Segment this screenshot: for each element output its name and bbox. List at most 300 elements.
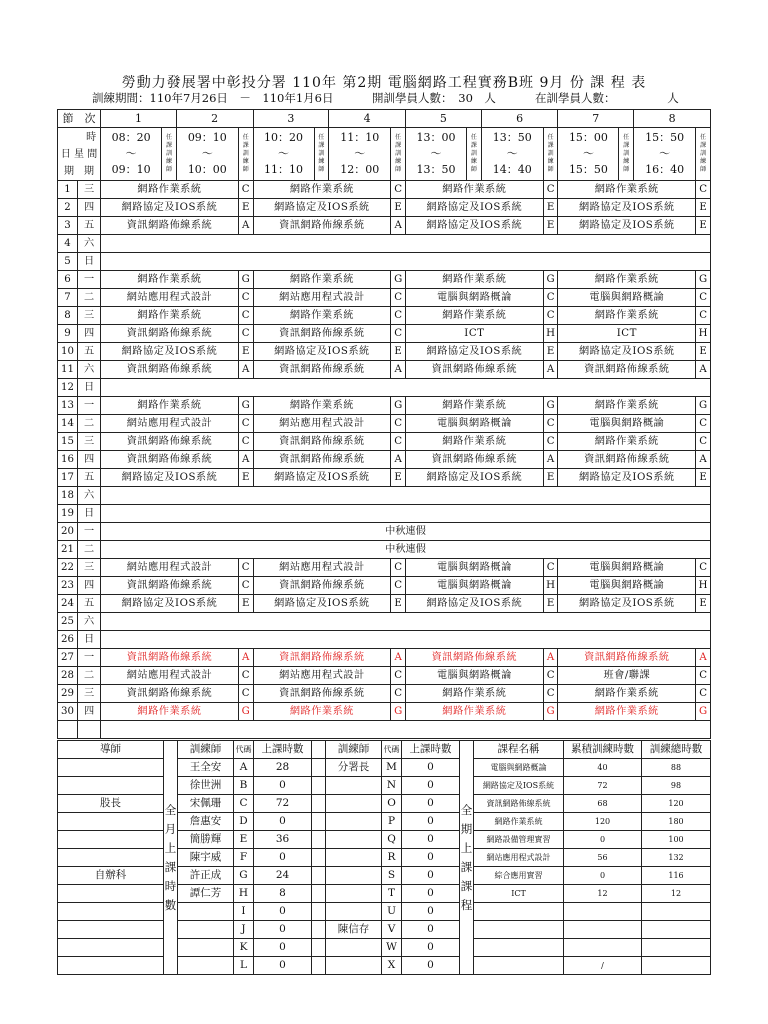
trainer-hours: 24	[254, 867, 312, 885]
cum-header: 累積訓練時數	[564, 741, 642, 759]
trainer-code-b: X	[382, 957, 402, 975]
left-empty-cell	[58, 921, 164, 939]
period-tilde: ～	[659, 147, 671, 160]
left-empty-cell	[58, 849, 164, 867]
subject-cell: 網路協定及IOS系統	[406, 217, 544, 235]
subject-cell: 資訊網路佈線系統	[101, 451, 239, 469]
course-cum-hours: 40	[564, 759, 642, 777]
trainer-hours: 0	[254, 813, 312, 831]
trainer-code-cell: C	[696, 307, 711, 325]
weekday-cell: 三	[77, 559, 100, 577]
trainer-code-cell: C	[543, 433, 558, 451]
subject-cell: 網路協定及IOS系統	[558, 469, 696, 487]
table-row	[58, 595, 711, 613]
day-cell: 7	[58, 289, 78, 307]
trainer-code: F	[234, 849, 254, 867]
trainer-hours: 0	[254, 903, 312, 921]
weekday-cell: 日	[77, 379, 100, 397]
trainer-name: 徐世洲	[178, 777, 234, 795]
period-end: 09：10	[111, 163, 151, 176]
trainer-code-cell: C	[696, 433, 711, 451]
trainer-code-cell: G	[238, 271, 253, 289]
subject-cell: 網路協定及IOS系統	[253, 469, 391, 487]
spacer-cell	[312, 831, 326, 849]
subject-cell: 電腦與網路概論	[558, 289, 696, 307]
subject-cell: 網路協定及IOS系統	[101, 199, 239, 217]
spacer-cell	[312, 795, 326, 813]
period-end: 12：00	[340, 163, 380, 176]
course-total-hours: 120	[642, 795, 711, 813]
summary-row	[58, 867, 711, 885]
trainer-code-cell: H	[543, 577, 558, 595]
summary-row	[58, 939, 711, 957]
table-row	[58, 577, 711, 595]
course-total-hours	[642, 903, 711, 921]
trainer-code-cell: C	[696, 667, 711, 685]
summary-row	[58, 957, 711, 975]
course-name: 網路協定及IOS系統	[474, 777, 564, 795]
period-start: 13：50	[492, 131, 532, 144]
subject-cell: 網路作業系統	[101, 307, 239, 325]
day-cell: 20	[58, 523, 78, 541]
table-row	[58, 433, 711, 451]
trainer-hours-b: 0	[402, 813, 460, 831]
table-row	[58, 721, 711, 739]
trainer-header-b: 訓練師	[326, 741, 382, 759]
subject-cell: 資訊網路佈線系統	[101, 649, 239, 667]
empty-cell	[101, 487, 711, 505]
trainer-code: D	[234, 813, 254, 831]
trainer-header: 訓練師	[178, 741, 234, 759]
trainer-code-cell: E	[238, 343, 253, 361]
period-time	[101, 128, 162, 181]
day-cell: 6	[58, 271, 78, 289]
trainer-code-b: Q	[382, 831, 402, 849]
spacer-cell	[312, 921, 326, 939]
trainer-code-cell: A	[543, 451, 558, 469]
trainer-code-cell: C	[696, 559, 711, 577]
subject-cell: 資訊網路佈線系統	[101, 685, 239, 703]
trainer-code-cell: G	[391, 703, 406, 721]
trainer-name-b	[326, 813, 382, 831]
course-cum-hours: 0	[564, 831, 642, 849]
subject-cell: 資訊網路佈線系統	[253, 649, 391, 667]
course-total-hours: 12	[642, 885, 711, 903]
period-number: 6	[481, 110, 558, 128]
trainer-name-b	[326, 885, 382, 903]
trainer-code-cell: C	[238, 307, 253, 325]
spacer-cell	[312, 867, 326, 885]
left-empty-cell	[58, 957, 164, 975]
subject-cell: 資訊網路佈線系統	[253, 685, 391, 703]
trainer-code-b: S	[382, 867, 402, 885]
day-cell: 26	[58, 631, 78, 649]
empty-cell	[101, 253, 711, 271]
holiday-cell: 中秋連假	[101, 523, 711, 541]
subject-cell: 資訊網路佈線系統	[101, 433, 239, 451]
course-name: 網站應用程式設計	[474, 849, 564, 867]
trainer-code-header	[162, 128, 177, 181]
empty-cell	[101, 631, 711, 649]
table-row	[58, 235, 711, 253]
trainer-name: 宋佩珊	[178, 795, 234, 813]
subject-cell: 資訊網路佈線系統	[406, 649, 544, 667]
trainer-hours-b: 0	[402, 939, 460, 957]
subject-cell: 網路協定及IOS系統	[558, 199, 696, 217]
trainer-code-cell: E	[391, 199, 406, 217]
table-row	[58, 505, 711, 523]
trainer-code-cell: E	[543, 199, 558, 217]
subject-cell: 網路作業系統	[406, 703, 544, 721]
trainer-code-b: U	[382, 903, 402, 921]
day-cell: 2	[58, 199, 78, 217]
course-cum-hours	[564, 939, 642, 957]
subject-cell: 網路作業系統	[558, 307, 696, 325]
trainer-code: K	[234, 939, 254, 957]
subject-cell: 網路作業系統	[406, 433, 544, 451]
course-name	[474, 957, 564, 975]
trainer-code-b: O	[382, 795, 402, 813]
trainer-code-cell: C	[543, 415, 558, 433]
weekday-cell: 日	[77, 631, 100, 649]
weekday-cell: 二	[77, 667, 100, 685]
trainer-code-header	[619, 128, 634, 181]
course-name: 網路作業系統	[474, 813, 564, 831]
trainer-code-cell: A	[391, 361, 406, 379]
subject-cell: 資訊網路佈線系統	[253, 451, 391, 469]
trainer-code-cell: A	[543, 649, 558, 667]
weekday-cell: 三	[77, 433, 100, 451]
trainer-hours: 0	[254, 921, 312, 939]
period-start: 13：00	[416, 131, 456, 144]
trainer-code-cell: E	[238, 595, 253, 613]
summary-row	[58, 849, 711, 867]
summary-row	[58, 921, 711, 939]
subject-cell: 網路作業系統	[253, 271, 391, 289]
trainer-name: 王全安	[178, 759, 234, 777]
trainer-code-cell: G	[696, 271, 711, 289]
day-cell: 14	[58, 415, 78, 433]
trainer-code-cell: E	[238, 469, 253, 487]
trainer-code: B	[234, 777, 254, 795]
subject-cell: 資訊網路佈線系統	[253, 361, 391, 379]
subject-cell: 網站應用程式設計	[253, 559, 391, 577]
summary-row	[58, 813, 711, 831]
period-end: 16：40	[645, 163, 685, 176]
day-cell: 1	[58, 181, 78, 199]
subject-cell: ICT	[558, 325, 696, 343]
trainer-name-b: 分署長	[326, 759, 382, 777]
schedule-table	[57, 109, 711, 739]
trainer-code-cell: C	[391, 685, 406, 703]
training-period: 訓練期間：110年7月26日 － 110年1月6日	[92, 91, 334, 105]
weekday-cell: 四	[77, 451, 100, 469]
day-cell: 29	[58, 685, 78, 703]
subject-cell: 網站應用程式設計	[101, 559, 239, 577]
trainer-code-cell: E	[543, 595, 558, 613]
trainer-code-b: R	[382, 849, 402, 867]
weekday-cell	[77, 721, 100, 739]
weekday-cell: 五	[77, 217, 100, 235]
trainer-code-b: T	[382, 885, 402, 903]
period-time	[634, 128, 696, 181]
trainer-code-cell: C	[238, 433, 253, 451]
trainer-code-b: N	[382, 777, 402, 795]
left-empty-cell	[58, 885, 164, 903]
header-label-rixingjian: 日 星 間	[60, 148, 98, 160]
period-time	[253, 128, 314, 181]
empty-cell	[101, 379, 711, 397]
trainer-code-cell: C	[238, 685, 253, 703]
trainer-code-label: 任課訓練師	[242, 134, 249, 173]
subject-cell: 網站應用程式設計	[253, 415, 391, 433]
trainer-code-header	[391, 128, 406, 181]
trainer-code-cell: H	[543, 325, 558, 343]
period-start: 15：00	[568, 131, 608, 144]
day-cell: 25	[58, 613, 78, 631]
subject-cell: 資訊網路佈線系統	[253, 217, 391, 235]
trainer-hours-b: 0	[402, 759, 460, 777]
day-cell: 10	[58, 343, 78, 361]
course-name	[474, 921, 564, 939]
subject-cell: 資訊網路佈線系統	[101, 325, 239, 343]
trainer-code: C	[234, 795, 254, 813]
trainer-hours: 8	[254, 885, 312, 903]
left-empty-cell	[58, 777, 164, 795]
trainer-code-cell: A	[238, 361, 253, 379]
table-row	[58, 649, 711, 667]
table-row	[58, 271, 711, 289]
trainer-hours-b: 0	[402, 831, 460, 849]
day-cell: 11	[58, 361, 78, 379]
weekday-cell: 日	[77, 505, 100, 523]
subject-cell: 資訊網路佈線系統	[558, 361, 696, 379]
subject-cell: 網路作業系統	[406, 181, 544, 199]
subject-cell: 網路作業系統	[101, 271, 239, 289]
subject-cell: 網路作業系統	[406, 307, 544, 325]
weekday-cell: 二	[77, 541, 100, 559]
trainer-code-cell: E	[543, 343, 558, 361]
table-row	[58, 487, 711, 505]
trainer-code-cell: A	[391, 451, 406, 469]
trainer-code-cell: C	[391, 667, 406, 685]
current-student-count: 在訓學員人數： 人	[535, 91, 679, 105]
period-course-label: 全期上課課程	[460, 741, 474, 975]
course-total-hours: 100	[642, 831, 711, 849]
trainer-code-cell: H	[696, 325, 711, 343]
trainer-hours: 0	[254, 777, 312, 795]
subject-cell: 網路作業系統	[253, 397, 391, 415]
subject-cell: 網路協定及IOS系統	[253, 199, 391, 217]
trainer-code: I	[234, 903, 254, 921]
period-tilde: ～	[354, 147, 366, 160]
header-label-shi: 時	[86, 131, 97, 143]
day-cell	[58, 721, 78, 739]
trainer-code-cell: C	[696, 181, 711, 199]
subject-cell: 網路作業系統	[406, 397, 544, 415]
trainer-code-cell: A	[696, 361, 711, 379]
weekday-cell: 一	[77, 271, 100, 289]
course-total-hours: 88	[642, 759, 711, 777]
trainer-hours: 0	[254, 957, 312, 975]
trainer-hours-b: 0	[402, 921, 460, 939]
trainer-hours-b: 0	[402, 867, 460, 885]
subject-cell: 網路協定及IOS系統	[101, 469, 239, 487]
weekday-cell: 三	[77, 307, 100, 325]
day-cell: 18	[58, 487, 78, 505]
trainer-code-cell: E	[696, 469, 711, 487]
trainer-code: H	[234, 885, 254, 903]
period-number: 2	[176, 110, 253, 128]
summary-row	[58, 759, 711, 777]
trainer-code-label: 任課訓練師	[470, 134, 477, 173]
trainer-code: A	[234, 759, 254, 777]
table-row	[58, 415, 711, 433]
trainer-code-cell: G	[543, 703, 558, 721]
period-tilde: ～	[201, 147, 213, 160]
monitor-label: 股長	[58, 795, 164, 813]
subject-cell: 資訊網路佈線系統	[253, 433, 391, 451]
trainer-code-cell: C	[238, 667, 253, 685]
trainer-code-cell: A	[696, 649, 711, 667]
date-weekday-time-label	[58, 128, 101, 181]
course-name: 綜合應用實習	[474, 867, 564, 885]
subject-cell: 網站應用程式設計	[101, 415, 239, 433]
weekday-cell: 三	[77, 685, 100, 703]
day-cell: 21	[58, 541, 78, 559]
table-row	[58, 289, 711, 307]
course-total-hours: 132	[642, 849, 711, 867]
trainer-code-b: W	[382, 939, 402, 957]
empty-cell	[101, 505, 711, 523]
trainer-hours-b: 0	[402, 957, 460, 975]
day-cell: 30	[58, 703, 78, 721]
spacer-cell	[312, 939, 326, 957]
table-row	[58, 325, 711, 343]
period-end: 11：10	[264, 163, 304, 176]
table-row	[58, 469, 711, 487]
trainer-hours-b: 0	[402, 849, 460, 867]
trainer-code-cell: E	[696, 217, 711, 235]
weekday-cell: 三	[77, 181, 100, 199]
course-cum-hours: 72	[564, 777, 642, 795]
day-cell: 15	[58, 433, 78, 451]
left-label-cell	[58, 759, 164, 777]
day-cell: 27	[58, 649, 78, 667]
trainer-code: G	[234, 867, 254, 885]
summary-row	[58, 795, 711, 813]
subject-cell: 資訊網路佈線系統	[101, 577, 239, 595]
period-tilde: ～	[278, 147, 290, 160]
start-student-count: 開訓學員人數： 30 人	[372, 91, 496, 105]
period-start: 15：50	[645, 131, 685, 144]
subject-cell: 網路作業系統	[101, 181, 239, 199]
day-cell: 17	[58, 469, 78, 487]
course-cum-hours	[564, 903, 642, 921]
trainer-code-cell: E	[238, 199, 253, 217]
table-row	[58, 253, 711, 271]
period-end: 10：00	[187, 163, 227, 176]
subject-cell: 網路協定及IOS系統	[253, 343, 391, 361]
subject-cell: 網路作業系統	[406, 685, 544, 703]
table-row	[58, 523, 711, 541]
period-number: 4	[329, 110, 406, 128]
weekday-cell: 六	[77, 487, 100, 505]
subject-cell: 資訊網路佈線系統	[253, 577, 391, 595]
course-cum-hours: /	[564, 957, 642, 975]
trainer-name-b	[326, 957, 382, 975]
course-total-hours: 116	[642, 867, 711, 885]
trainer-code-cell: C	[696, 289, 711, 307]
subject-cell: 電腦與網路概論	[406, 415, 544, 433]
jieci-label: 節 次	[58, 110, 101, 128]
trainer-code-b: V	[382, 921, 402, 939]
subject-cell: 資訊網路佈線系統	[253, 325, 391, 343]
table-row	[58, 559, 711, 577]
trainer-code-cell: C	[238, 577, 253, 595]
trainer-name	[178, 957, 234, 975]
table-row	[58, 541, 711, 559]
trainer-code-label: 任課訓練師	[165, 134, 172, 173]
subject-cell: 電腦與網路概論	[406, 289, 544, 307]
table-row	[58, 343, 711, 361]
period-start: 08：20	[111, 131, 151, 144]
trainer-code-cell: C	[238, 559, 253, 577]
trainer-code-cell: C	[391, 181, 406, 199]
subject-cell: 電腦與網路概論	[558, 559, 696, 577]
subject-cell: 電腦與網路概論	[406, 667, 544, 685]
day-cell: 4	[58, 235, 78, 253]
period-number: 5	[406, 110, 482, 128]
trainer-hours: 0	[254, 939, 312, 957]
table-row	[58, 217, 711, 235]
spacer-cell	[312, 759, 326, 777]
weekday-cell: 四	[77, 703, 100, 721]
weekday-cell: 一	[77, 523, 100, 541]
subject-cell: 網站應用程式設計	[101, 667, 239, 685]
subject-cell: 網路作業系統	[101, 397, 239, 415]
subject-cell: 電腦與網路概論	[558, 415, 696, 433]
trainer-code: E	[234, 831, 254, 849]
page-title: 勞動力發展署中彰投分署 110年 第2期 電腦網路工程實務B班 9月 份 課 程 表	[121, 75, 647, 91]
course-cum-hours	[564, 921, 642, 939]
course-cum-hours: 56	[564, 849, 642, 867]
period-tilde: ～	[430, 147, 442, 160]
weekday-cell: 五	[77, 469, 100, 487]
trainer-code-cell: G	[238, 703, 253, 721]
subject-cell: 網路協定及IOS系統	[406, 595, 544, 613]
weekday-cell: 四	[77, 325, 100, 343]
period-time	[406, 128, 467, 181]
subject-cell: 網路作業系統	[558, 433, 696, 451]
trainer-code-cell: A	[391, 217, 406, 235]
spacer-cell	[312, 903, 326, 921]
period-end: 14：40	[492, 163, 532, 176]
trainer-code-cell: C	[391, 307, 406, 325]
trainer-code-cell: C	[543, 307, 558, 325]
trainer-name: 譚仁芳	[178, 885, 234, 903]
trainer-code-label: 任課訓練師	[395, 134, 402, 173]
period-tilde: ～	[582, 147, 594, 160]
table-row	[58, 451, 711, 469]
period-number: 8	[634, 110, 711, 128]
table-row	[58, 631, 711, 649]
left-empty-cell	[58, 903, 164, 921]
trainer-code-cell: C	[391, 433, 406, 451]
table-row	[58, 397, 711, 415]
trainer-hours-b: 0	[402, 885, 460, 903]
trainer-code-header	[314, 128, 329, 181]
